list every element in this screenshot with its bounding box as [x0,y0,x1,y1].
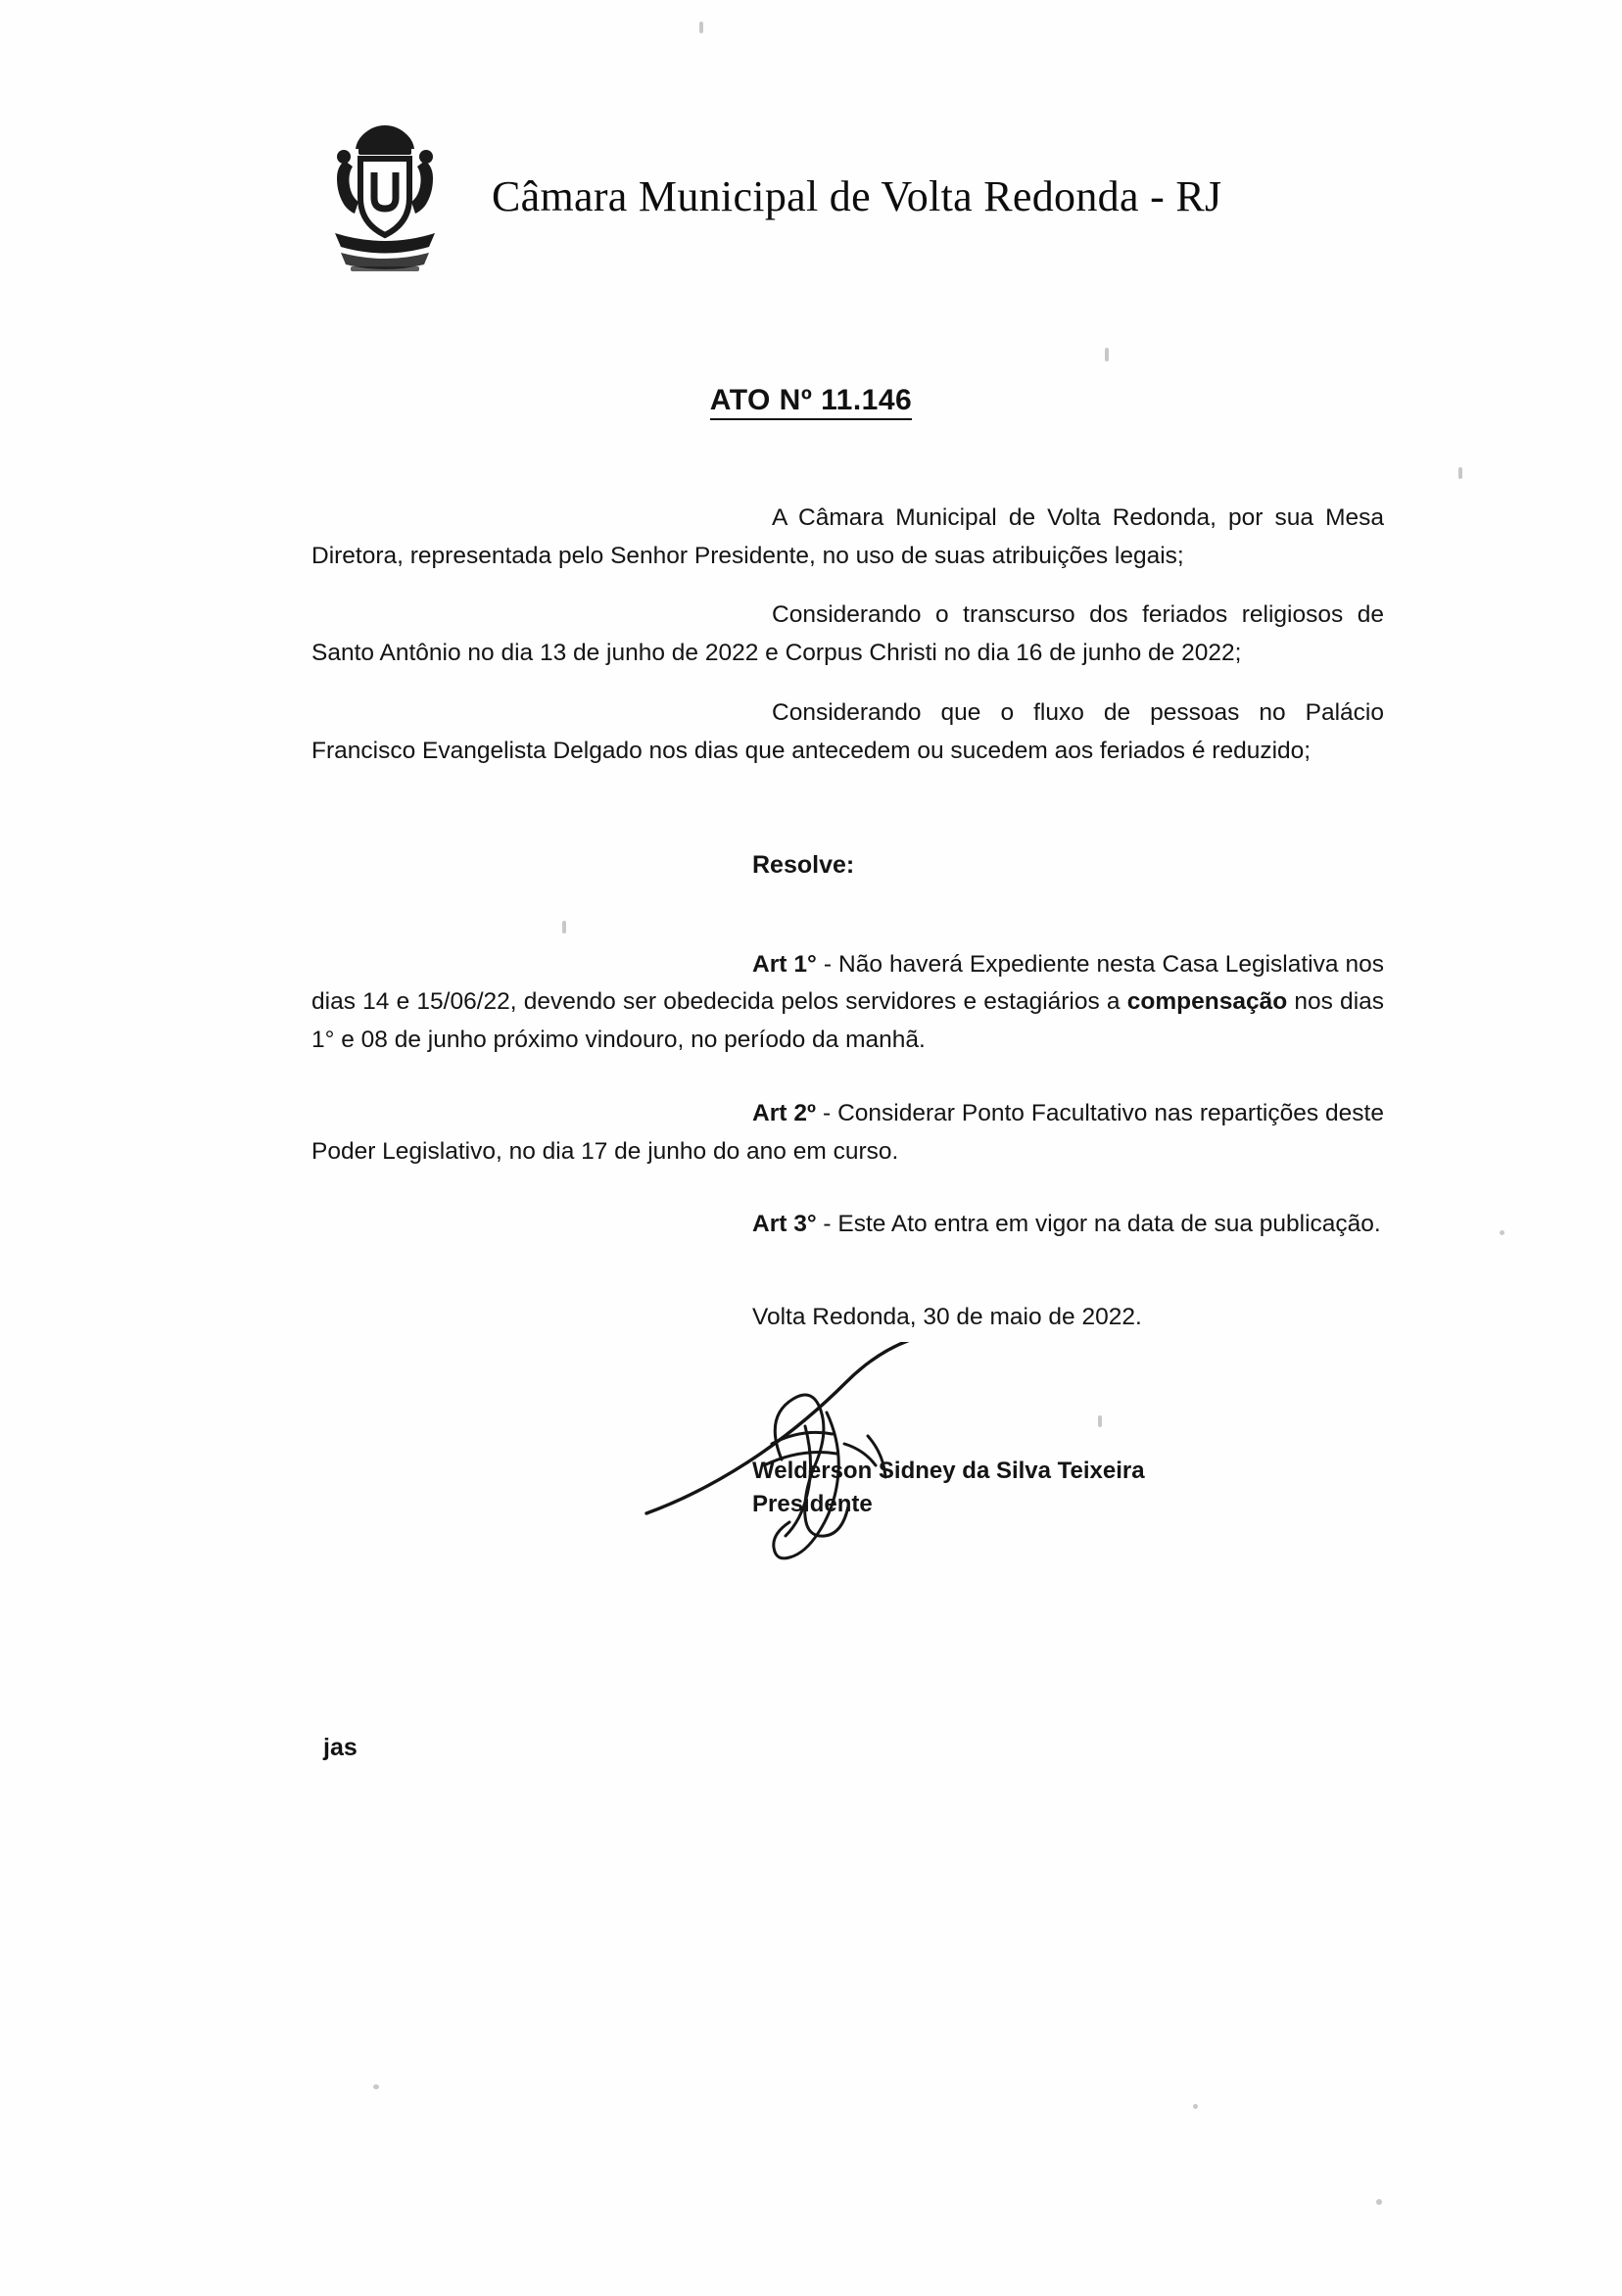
article-3-text: - Este Ato entra em vigor na data de sua publicação. [816,1211,1381,1238]
article-2-text: - Considerar Ponto Facultativo nas repartições deste Poder Legislativo, no dia 17 de junho do ano em curso. [311,1099,1384,1165]
typist-initials: jas [323,1734,358,1761]
scan-speck [1500,1230,1504,1235]
article-1-text-before: - Não haverá Expediente nesta Casa Legislativa nos dias 14 e 15/06/22, devendo ser obedecida pelos servidores e estagiários a [311,950,1384,1016]
resolve-label: Resolve: [752,851,855,880]
scan-speck [1098,1415,1102,1427]
page-title [0,384,1622,417]
signatory-name: Welderson Sidney da Silva Teixeira [752,1457,1145,1484]
scan-speck [373,2084,379,2089]
article-2 [311,1095,1384,1171]
article-3-label: Art 3° [752,1211,817,1238]
paragraph-considering-holidays: Considerando o transcurso dos feriados religiosos de Santo Antônio no dia 13 de junho de 2022 e Corpus Christi no dia 16 de junho de 2022; [311,601,1384,667]
signature-block [311,1455,1384,1523]
article-1-emphasis: compensação [1126,988,1288,1016]
place-and-date: Volta Redonda, 30 de maio de 2022. [752,1303,1142,1330]
paragraph-preamble: A Câmara Municipal de Volta Redonda, por sua Mesa Diretora, representada pelo Senhor Presidente, no uso de suas atribuições legais; [311,504,1384,569]
signatory-role: Presidente [752,1491,873,1518]
article-1-text-after: nos dias 1° e 08 de junho próximo vindouro, no período da manhã. [311,988,1385,1054]
article-1 [311,946,1384,1060]
document-body [311,500,1384,1522]
scan-speck [1376,2199,1382,2205]
scan-speck [1105,348,1109,361]
article-3 [311,1206,1384,1244]
document-header [311,118,1504,274]
scan-speck [562,921,566,933]
coat-of-arms-icon [311,118,458,274]
scan-speck [1458,467,1462,479]
article-2-label: Art 2º [752,1099,816,1126]
paragraph-considering-flow: Considerando que o fluxo de pessoas no Palácio Francisco Evangelista Delgado nos dias que antecedem ou sucedem aos feriados é reduzido; [311,698,1384,764]
article-1-label: Art 1° [752,950,817,978]
page-title-text: ATO Nº 11.146 [710,384,912,420]
organization-title: Câmara Municipal de Volta Redonda - RJ [492,171,1222,220]
scan-speck [699,22,703,33]
scan-speck [1193,2104,1198,2109]
